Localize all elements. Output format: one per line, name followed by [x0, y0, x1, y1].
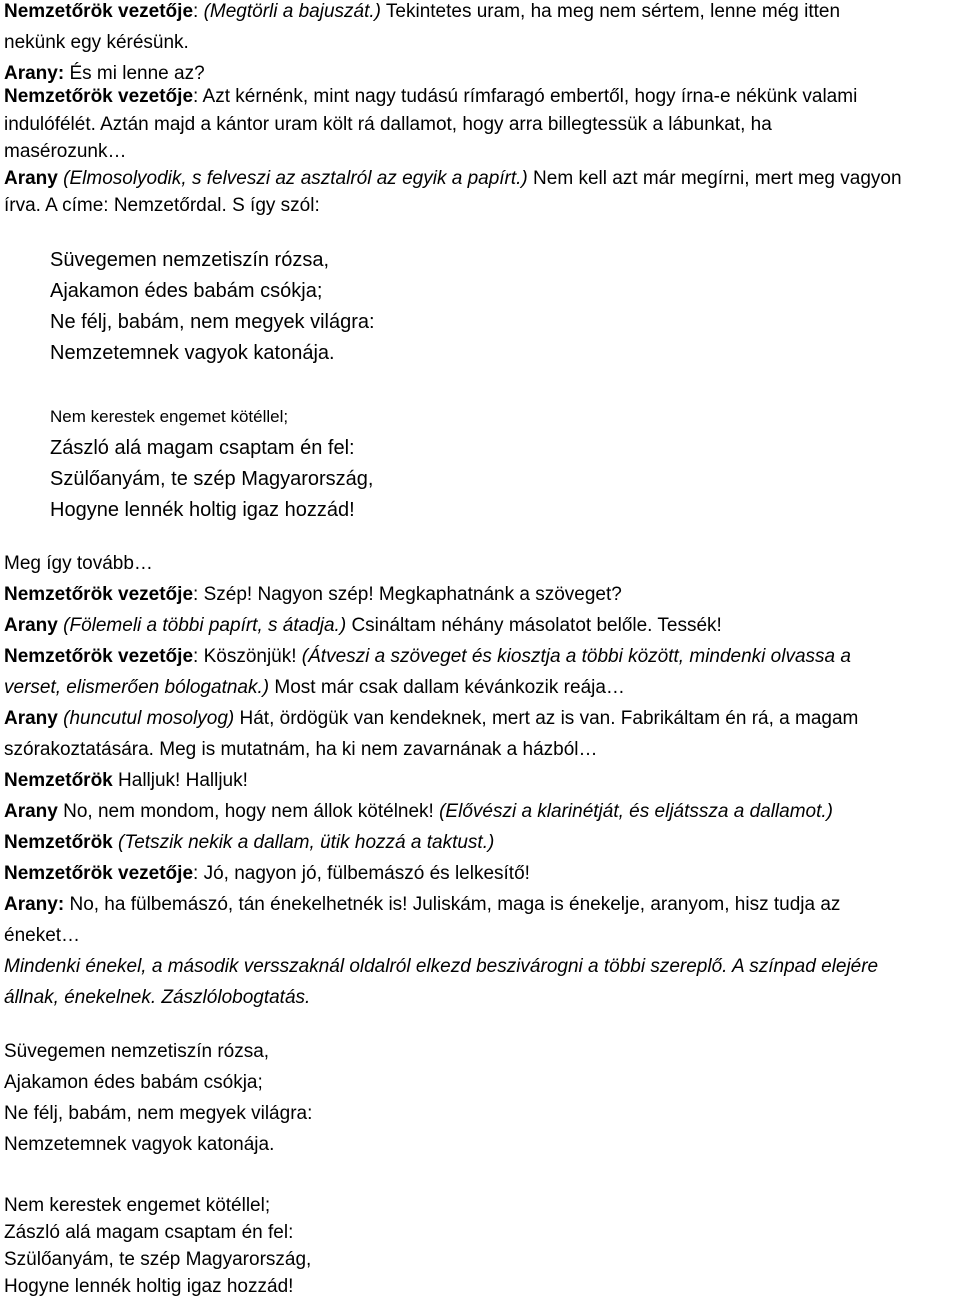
dialogue-text: Hát, ördögük van kendeknek, mert az is van. Fabrikáltam én rá, a magam	[234, 708, 859, 729]
text-line	[4, 113, 772, 137]
speaker-name: Arany	[4, 615, 64, 636]
text-line	[4, 955, 878, 979]
dialogue-text: No, nem mondom, hogy nem állok kötélnek!	[57, 801, 440, 822]
text-line	[4, 85, 857, 109]
dialogue-text: Süvegemen nemzetiszín rózsa,	[4, 1041, 270, 1062]
verse-line	[50, 310, 375, 334]
speaker-name: Arany	[4, 801, 58, 822]
dialogue-text: Süvegemen nemzetiszín rózsa,	[50, 249, 330, 271]
dialogue-text: Ne félj, babám, nem megyek világra:	[4, 1103, 313, 1124]
dialogue-text: :	[193, 1, 204, 22]
text-line	[4, 614, 722, 638]
dialogue-text: írva. A címe: Nemzetőrdal. S így szól:	[4, 195, 320, 216]
dialogue-text: Szülőanyám, te szép Magyarország,	[4, 1249, 312, 1270]
text-line	[4, 583, 622, 607]
text-line	[4, 986, 310, 1010]
verse-line	[50, 405, 288, 429]
verse-line	[50, 279, 322, 303]
text-line	[4, 862, 530, 886]
text-line	[4, 1102, 312, 1126]
dialogue-text: És mi lenne az?	[64, 63, 205, 84]
text-line	[4, 831, 494, 855]
speaker-name: Arany	[4, 168, 64, 189]
text-line	[4, 1275, 293, 1299]
verse-line	[50, 341, 335, 365]
verse-line	[50, 498, 355, 522]
stage-direction: (huncutul mosolyog)	[63, 708, 235, 729]
dialogue-text: masérozunk…	[4, 141, 127, 162]
speaker-name: Nemzetőrök	[4, 832, 113, 853]
verse-line	[50, 436, 355, 460]
text-line	[4, 552, 153, 576]
dialogue-text: : Köszönjük!	[193, 646, 302, 667]
dialogue-text: Zászló alá magam csaptam én fel:	[50, 437, 355, 459]
speaker-name: Nemzetőrök vezetője	[4, 646, 194, 667]
dialogue-text: Hogyne lennék holtig igaz hozzád!	[50, 499, 355, 521]
verse-line	[50, 467, 374, 491]
stage-direction: (Átveszi a szöveget és kiosztja a többi között, mindenki olvassa a	[301, 646, 851, 667]
speaker-name: Nemzetőrök vezetője	[4, 1, 194, 22]
dialogue-text: Tekintetes uram, ha meg nem sértem, lenne még itten	[380, 1, 841, 22]
stage-direction: (Fölemeli a többi papírt, s átadja.)	[63, 615, 347, 636]
text-line	[4, 167, 902, 191]
dialogue-text: Nem kerestek engemet kötéllel;	[50, 407, 289, 426]
dialogue-text: Nemzetemnek vagyok katonája.	[4, 1134, 275, 1155]
text-line	[4, 1221, 293, 1245]
dialogue-text: Ne félj, babám, nem megyek világra:	[50, 311, 375, 333]
dialogue-text: Csináltam néhány másolatot belőle. Tessék!	[346, 615, 722, 636]
speaker-name: Arany:	[4, 63, 65, 84]
dialogue-text: nekünk egy kérésünk.	[4, 32, 189, 53]
speaker-name: Arany	[4, 708, 64, 729]
text-line	[4, 707, 858, 731]
dialogue-text: : Azt kérnénk, mint nagy tudású rímfaragó embertől, hogy írna-e nékünk valami	[193, 86, 858, 107]
text-line	[4, 924, 80, 948]
stage-direction: (Megtörli a bajuszát.)	[203, 1, 381, 22]
speaker-name: Nemzetőrök vezetője	[4, 584, 194, 605]
dialogue-text: Szülőanyám, te szép Magyarország,	[50, 468, 374, 490]
verse-line	[50, 248, 329, 272]
dialogue-text: Meg így tovább…	[4, 553, 153, 574]
text-line	[4, 0, 840, 24]
dialogue-text: : Szép! Nagyon szép! Megkaphatnánk a szöveget?	[193, 584, 622, 605]
dialogue-text: Nem kerestek engemet kötéllel;	[4, 1195, 271, 1216]
stage-direction: állnak, énekelnek. Zászlólobogtatás.	[4, 987, 311, 1008]
text-line	[4, 676, 625, 700]
speaker-name: Nemzetőrök vezetője	[4, 86, 194, 107]
text-line	[4, 140, 127, 164]
speaker-name: Nemzetőrök vezetője	[4, 863, 194, 884]
dialogue-text: indulófélét. Aztán majd a kántor uram költ rá dallamot, hogy arra billegtessük a lábunkat, ha	[4, 114, 772, 135]
dialogue-text: Ajakamon édes babám csókja;	[50, 280, 323, 302]
stage-direction: (Elővészi a klarinétját, és eljátssza a dallamot.)	[439, 801, 833, 822]
dialogue-text: No, ha fülbemászó, tán énekelhetnék is! Juliskám, maga is énekelje, aranyom, hisz tudja az	[64, 894, 841, 915]
dialogue-text: Zászló alá magam csaptam én fel:	[4, 1222, 294, 1243]
text-line	[4, 800, 833, 824]
text-line	[4, 893, 840, 917]
text-line	[4, 194, 320, 218]
dialogue-text: Halljuk! Halljuk!	[112, 770, 248, 791]
stage-direction: (Elmosolyodik, s felveszi az asztalról az egyik a papírt.)	[63, 168, 528, 189]
text-line	[4, 62, 205, 86]
speaker-name: Nemzetőrök	[4, 770, 113, 791]
text-line	[4, 1133, 274, 1157]
dialogue-text: Hogyne lennék holtig igaz hozzád!	[4, 1276, 294, 1297]
text-line	[4, 1040, 269, 1064]
dialogue-text: Ajakamon édes babám csókja;	[4, 1072, 263, 1093]
dialogue-text: Most már csak dallam kévánkozik reája…	[269, 677, 625, 698]
dialogue-text: Nem kell azt már megírni, mert meg vagyon	[527, 168, 902, 189]
stage-direction: Mindenki énekel, a második versszaknál oldalról elkezd beszivárogni a többi szereplő. A színpad elejére	[4, 956, 879, 977]
dialogue-text: szórakoztatására. Meg is mutatnám, ha ki nem zavarnának a házból…	[4, 739, 598, 760]
stage-direction: (Tetszik nekik a dallam, ütik hozzá a taktust.)	[112, 832, 495, 853]
text-line	[4, 1194, 270, 1218]
text-line	[4, 645, 851, 669]
text-line	[4, 738, 598, 762]
stage-direction: verset, elismerően bólogatnak.)	[4, 677, 270, 698]
dialogue-text: Nemzetemnek vagyok katonája.	[50, 342, 335, 364]
text-line	[4, 31, 189, 55]
speaker-name: Arany:	[4, 894, 65, 915]
text-line	[4, 769, 248, 793]
dialogue-text: : Jó, nagyon jó, fülbemászó és lelkesítő!	[193, 863, 530, 884]
text-line	[4, 1248, 311, 1272]
text-line	[4, 1071, 263, 1095]
dialogue-text: éneket…	[4, 925, 81, 946]
